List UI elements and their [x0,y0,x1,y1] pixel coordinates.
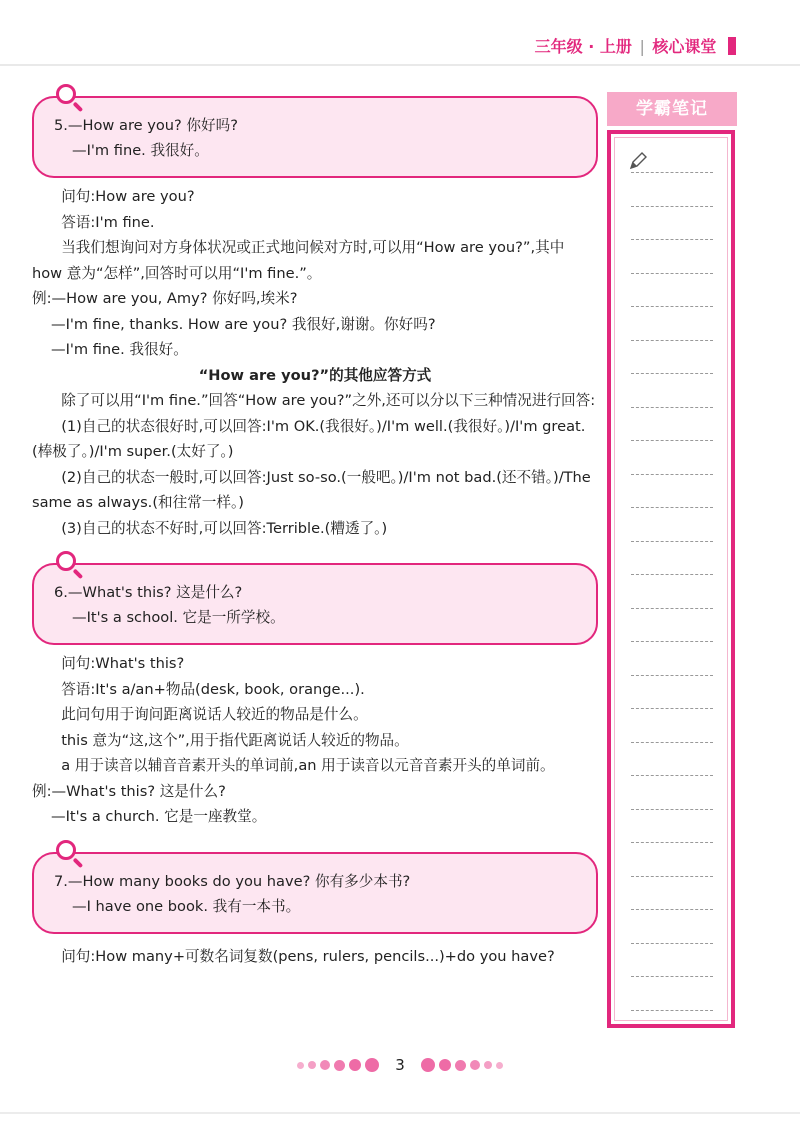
pencil-icon [627,150,649,172]
notes-title: 学霸笔记 [607,92,737,126]
note-line [631,909,713,910]
page-number: 3 [395,1056,405,1074]
note-line [631,943,713,944]
header-rule [0,64,800,66]
note-line [631,876,713,877]
note-line [631,273,713,274]
body-paragraph: —It's a church. 它是一座教堂。 [50,808,267,825]
footer-dots-left [295,1057,381,1073]
magnifier-icon [56,551,86,581]
note-line [631,407,713,408]
footer-rule [0,1112,800,1114]
body-paragraph: 问句:How are you? [61,188,195,205]
page-header [535,34,736,57]
note-line [631,675,713,676]
note-line [631,775,713,776]
note-line [631,809,713,810]
note-line [631,239,713,240]
body-paragraph: 除了可以用“I'm fine.”回答“How are you?”之外,还可以分以下三种情况进行回答: [61,392,596,409]
body-paragraph: 例:—What's this? 这是什么? [32,782,226,800]
body-paragraph: (1)自己的状态很好时,可以回答:I'm OK.(我很好。)/I'm well.(我很好。)/I'm great.(棒极了。)/I'm super.(太好了。) [32,417,586,460]
page-footer [0,1056,800,1074]
note-line [631,373,713,374]
body-paragraph: 问句:How many+可数名词复数(pens, rulers, pencils...)+do you have? [61,947,555,965]
magnifier-icon [56,840,86,870]
section-body-6 [32,651,598,830]
body-paragraph: 此问句用于询问距离说话人较近的物品是什么。 [61,706,368,723]
box-question: 5.—How are you? 你好吗? [54,117,238,134]
note-line [631,541,713,542]
body-paragraph: (2)自己的状态一般时,可以回答:Just so-so.(一般吧。)/I'm not bad.(还不错。)/The same as always.(和往常一样。) [32,468,591,511]
body-paragraph: 例:—How are you, Amy? 你好吗,埃米? [32,290,298,307]
header-bar-decoration [728,37,736,55]
notes-panel [607,130,735,1028]
body-paragraph: 问句:What's this? [61,655,185,672]
note-line [631,1010,713,1011]
note-line [631,440,713,441]
grade-label: 三年级 · 上册 [534,37,632,56]
note-line [631,641,713,642]
note-line [631,608,713,609]
box-answer: —I have one book. 我有一本书。 [72,897,301,915]
body-paragraph: 答语:It's a/an+物品(desk, book, orange...). [61,680,365,698]
section-body-7 [32,944,598,970]
course-label: 核心课堂 [652,37,717,56]
box-question: 6.—What's this? 这是什么? [54,584,243,601]
body-paragraph: 当我们想询问对方身体状况或正式地问候对方时,可以用“How are you?”,其中 how 意为“怎样”,回答时可以用“I'm fine.”。 [32,239,565,282]
note-line [631,206,713,207]
main-content [32,96,598,969]
body-paragraph: (3)自己的状态不好时,可以回答:Terrible.(糟透了。) [61,519,388,537]
example-box-6 [32,563,598,645]
section-body-5 [32,184,598,541]
subheading: “How are you?”的其他应答方式 [198,366,432,384]
body-paragraph: this 意为“这,这个”,用于指代距离说话人较近的物品。 [61,731,409,749]
box-question: 7.—How many books do you have? 你有多少本书? [54,872,411,890]
note-line [631,842,713,843]
box-answer: —It's a school. 它是一所学校。 [72,609,285,626]
note-line [631,574,713,575]
note-line [631,708,713,709]
body-paragraph: a 用于读音以辅音音素开头的单词前,an 用于读音以元音音素开头的单词前。 [61,757,555,774]
note-line [631,976,713,977]
box-answer: —I'm fine. 我很好。 [72,142,209,159]
notes-lines [614,137,728,1021]
notes-sidebar [607,92,737,1032]
footer-dots-right [419,1057,505,1073]
note-line [631,172,713,173]
body-paragraph: —I'm fine. 我很好。 [50,341,188,358]
note-line [631,340,713,341]
body-paragraph: —I'm fine, thanks. How are you? 我很好,谢谢。你好吗? [50,315,436,333]
example-box-7 [32,852,598,934]
note-line [631,742,713,743]
magnifier-icon [56,84,86,114]
note-line [631,474,713,475]
example-box-5 [32,96,598,178]
body-paragraph: 答语:I'm fine. [61,213,155,231]
note-line [631,507,713,508]
note-line [631,306,713,307]
header-divider: | [639,37,645,56]
